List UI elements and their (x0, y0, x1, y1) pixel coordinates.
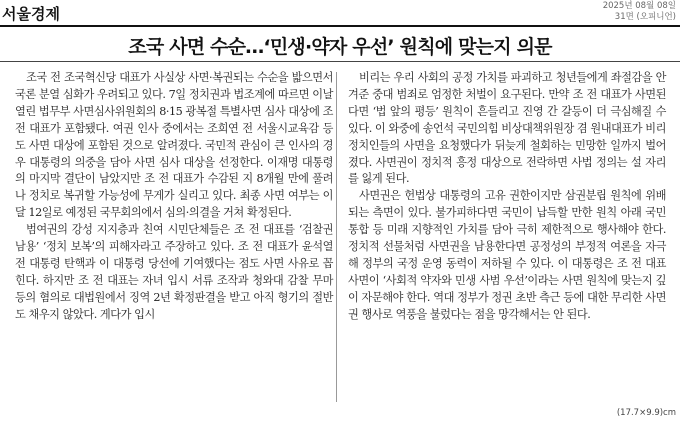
column-divider (336, 72, 337, 402)
paragraph: 사면권은 헌법상 대통령의 고유 권한이지만 삼권분립 원칙에 위배되는 측면이 있다. 불가피하다면 국민이 납득할 만한 원칙 아래 국민 통합 등 미래 지향적인 가치를 담아 극히 제한적으로 행사해야 한다. 정치적 선물처럼 사면권을 남용한다면 공정성의 부정적 여론을 자극해 정부의 국정 운영 동력이 저하될 수 있다. 이 대통령은 조 전 대표 사면이 ‘사회적 약자와 민생 사범 우선’이라는 사면 원칙에 맞는지 깊이 자문해야 한다. 역대 정부가 정권 초반 측근 등에 대한 무리한 사면권 행사로 역풍을 불렀다는 점을 망각해서는 안 된다. (348, 189, 666, 321)
newspaper-brand: 서울경제 (2, 5, 60, 23)
article-column-left (15, 70, 333, 324)
paragraph: 비리는 우리 사회의 공정 가치를 파괴하고 청년들에게 좌절감을 안겨준 중대 범죄로 엄정한 처벌이 요구된다. 만약 조 전 대표가 사면된다면 ‘법 앞의 평등’ 원칙이 흔들리고 진영 간 갈등이 더 극심해질 수 있다. 이 와중에 송언석 국민의힘 비상대책위원장 겸 원내대표가 비리 정치인들의 사면을 요청했다가 뒤늦게 철회하는 민망한 일까지 벌어졌다. 사면권이 정치적 흥정 대상으로 전락하면 사법 정의는 설 자리를 잃게 된다. (348, 71, 666, 186)
article-column-right (348, 70, 666, 324)
page-section: 31면 (오피니언) (614, 12, 676, 22)
paragraph: 범여권의 강성 지지층과 친여 시민단체들은 조 전 대표를 ‘검찰권 남용’ ‘정치 보복’의 피해자라고 주장하고 있다. 조 전 대표가 윤석열 전 대통령 탄핵과 이 대통령 당선에 기여했다는 점도 사면 사유로 꼽힌다. 하지만 조 전 대표는 자녀 입시 서류 조작과 청와대 감찰 무마 등의 혐의로 대법원에서 징역 2년 확정판결을 받고 아직 형기의 절반도 채우지 않았다. 게다가 입시 (15, 223, 333, 321)
article-size: (17.7×9.9)cm (616, 408, 676, 418)
issue-date: 2025년 08월 08일 (602, 1, 676, 11)
issue-meta (603, 1, 676, 23)
paragraph: 조국 전 조국혁신당 대표가 사실상 사면·복권되는 수순을 밟으면서 국론 분열 심화가 우려되고 있다. 7일 정치권과 법조계에 따르면 이날 열린 법무부 사면심사위원회의 8·15 광복절 특별사면 심사 대상에 조 전 대표가 포함됐다. 여권 인사 중에서는 조희연 전 서울시교육감 등도 사면 대상에 포함된 것으로 알려졌다. 국민적 관심이 큰 인사의 경우 대통령의 의중을 담아 사면 심사 대상을 선정한다. 이재명 대통령의 마지막 결단이 남았지만 조 전 대표가 수감된 지 8개월 만에 풀려나 정치로 복귀할 가능성에 무게가 실리고 있다. 최종 사면 여부는 이달 12일로 예정된 국무회의에서 심의·의결을 거쳐 확정된다. (15, 71, 333, 220)
article-headline: 조국 사면 수순…‘민생·약자 우선’ 원칙에 맞는지 의문 (128, 36, 552, 58)
masthead (0, 0, 680, 24)
headline-rule (0, 61, 680, 62)
top-rule (0, 25, 680, 27)
